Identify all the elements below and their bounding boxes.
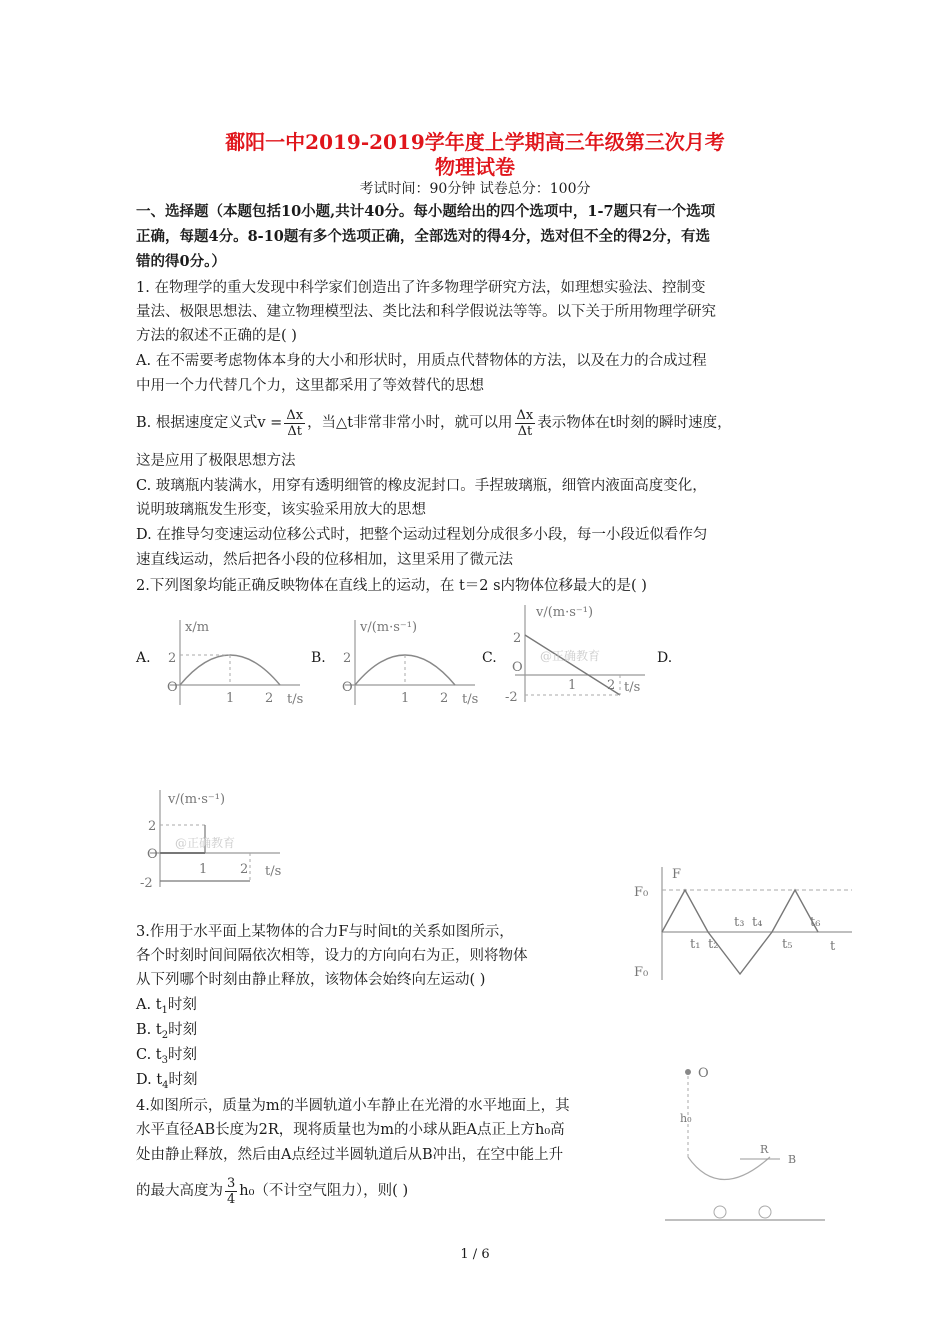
t3-label: t₃: [734, 915, 745, 930]
t1-label: t₁: [690, 937, 701, 952]
option-letter: A. t: [136, 997, 162, 1013]
q4-stem-line3: 处由静止释放，然后由A点经过半圆轨道后从B冲出，在空中能上升: [136, 1147, 564, 1163]
option-subscript: 1: [161, 1004, 168, 1016]
origin-label: O: [167, 680, 178, 695]
origin-label: O: [147, 847, 158, 862]
q3-stem-line2: 各个时刻时间间隔依次相等，设力的方向向右为正，则将物体: [136, 948, 528, 964]
x-axis-label: t/s: [287, 692, 304, 707]
t2-label: t₂: [708, 937, 719, 952]
page-title: 鄱阳一中2019-2019学年度上学期高三年级第三次月考: [225, 130, 725, 154]
o-label: O: [698, 1066, 709, 1081]
y-tick-label: 2: [513, 631, 522, 646]
fraction-numerator: Δx: [286, 407, 304, 423]
neg-f0-label: F₀: [634, 965, 649, 980]
fraction-denominator: 4: [227, 1191, 236, 1207]
option-subscript: 3: [161, 1054, 168, 1066]
q3-stem-line3: 从下列哪个时刻由静止释放，该物体会始终向左运动( ): [136, 972, 486, 988]
q2-option-a-label: A.: [136, 650, 151, 666]
y-tick-label: -2: [140, 876, 153, 890]
x-axis-label: t/s: [462, 692, 479, 707]
q1-option-b-text1: B. 根据速度定义式v =: [136, 415, 283, 431]
option-subscript: 4: [162, 1079, 169, 1091]
q1-option-c-line2: 说明玻璃瓶发生形变，该实验采用放大的思想: [136, 502, 426, 518]
q1-option-a-line1: A. 在不需要考虑物体本身的大小和形状时，用质点代替物体的方法，以及在力的合成过程: [136, 353, 707, 369]
b-label: B: [788, 1153, 797, 1166]
option-suffix: 时刻: [168, 1047, 197, 1063]
ball-icon: [685, 1069, 691, 1075]
q2-graph-d: [135, 785, 285, 890]
x-tick-label: 1: [199, 862, 208, 877]
option-letter: B. t: [136, 1022, 162, 1038]
page-number: 1 / 6: [460, 1247, 490, 1262]
q1-option-d-line1: D. 在推导匀变速运动位移公式时，把整个运动过程划分成很多小段，每一小段近似看作匀: [136, 527, 708, 543]
q3-stem-line1: 3.作用于水平面上某物体的合力F与时间t的关系如图所示，: [136, 924, 514, 940]
fraction-numerator: Δx: [516, 407, 534, 423]
y-axis-label: v/(m·s⁻¹): [168, 792, 226, 807]
q1-stem-line1: 1. 在物理学的重大发现中科学家们创造出了许多物理学研究方法，如理想实验法、控制变: [136, 280, 706, 296]
origin-label: O: [512, 660, 523, 675]
t6-label: t₆: [810, 915, 821, 930]
x-axis-label: t/s: [624, 680, 641, 695]
q4-stem-line2: 水平直径AB长度为2R，现将质量也为m的小球从距A点正上方h₀高: [136, 1122, 565, 1138]
q4-stem-suffix: h₀（不计空气阻力），则( ): [239, 1183, 409, 1199]
x-tick-label: 1: [568, 678, 577, 693]
watermark: @正确教育: [540, 649, 601, 663]
q1-option-c-line1: C. 玻璃瓶内装满水，用穿有透明细管的橡皮泥封口。手捏玻璃瓶，细管内液面高度变化，: [136, 478, 707, 494]
y-axis-label: v/(m·s⁻¹): [360, 620, 418, 635]
y-tick-label: -2: [505, 690, 518, 705]
q1-stem-line3: 方法的叙述不正确的是( ): [136, 328, 297, 344]
x-tick-label: 2: [607, 678, 616, 693]
q1-option-b-line2: 这是应用了极限思想方法: [136, 453, 296, 469]
q1-fraction-1: [284, 408, 305, 439]
q2-stem: 2.下列图象均能正确反映物体在直线上的运动，在 t＝2 s内物体位移最大的是( ): [136, 578, 647, 594]
q2-option-c-label: C.: [482, 650, 497, 666]
section-heading-line1: 一、选择题（本题包括10小题,共计40分。每小题给出的四个选项中，1-7题只有一个选项: [136, 203, 716, 220]
section-heading-line3: 错的得0分。）: [136, 253, 226, 270]
q4-stem-prefix: 的最大高度为: [136, 1183, 223, 1199]
y-tick-label: 2: [148, 819, 157, 834]
x-tick-label: 1: [401, 691, 410, 706]
track: [688, 1157, 770, 1180]
wheel-icon: [759, 1206, 771, 1218]
option-letter: D. t: [136, 1072, 163, 1088]
section-heading-line2: 正确，每题4分。8-10题有多个选项正确，全部选对的得4分，选对但不全的得2分，有选: [136, 228, 711, 245]
option-suffix: 时刻: [168, 1022, 198, 1038]
q1-option-a-line2: 中用一个力代替几个力，这里都采用了等效替代的思想: [136, 378, 484, 394]
wheel-icon: [714, 1206, 726, 1218]
fraction-denominator: Δt: [517, 423, 533, 439]
q1-option-b-text2: ，当△t非常非常小时，就可以用: [307, 415, 513, 431]
option-letter: C. t: [136, 1047, 162, 1063]
q1-fraction-2: [515, 408, 536, 439]
origin-label: O: [342, 680, 353, 695]
y-axis-label: v/(m·s⁻¹): [536, 605, 594, 620]
y-axis-label: x/m: [185, 620, 210, 635]
y-tick-label: 2: [168, 651, 177, 666]
x-tick-label: 2: [440, 691, 449, 706]
q2-graph-a: [155, 615, 305, 710]
q1-stem-line2: 量法、极限思想法、建立物理模型法、类比法和科学假说法等等。以下关于所用物理学研究: [136, 304, 716, 320]
q1-option-b-line1: [136, 398, 732, 448]
q2-option-d-label: D.: [657, 650, 673, 666]
page-subtitle: 物理试卷: [435, 155, 515, 179]
x-axis-label: t/s: [265, 864, 282, 879]
r-label: R: [760, 1143, 769, 1156]
x-tick-label: 2: [265, 691, 274, 706]
y-tick-label: 2: [343, 651, 352, 666]
f-axis-label: F: [672, 867, 682, 882]
option-suffix: 时刻: [167, 997, 197, 1013]
option-suffix: 时刻: [168, 1072, 198, 1088]
q1-option-d-line2: 速直线运动，然后把各小段的位移相加，这里采用了微元法: [136, 552, 513, 568]
x-tick-label: 2: [240, 862, 249, 877]
q1-option-b-text3: 表示物体在t时刻的瞬时速度，: [537, 415, 732, 431]
fraction-numerator: 3: [227, 1175, 236, 1191]
q2-option-b-label: B.: [311, 650, 326, 666]
q4-stem-line1: 4.如图所示，质量为m的半圆轨道小车静止在光滑的水平地面上，其: [136, 1098, 570, 1114]
t-axis-label: t: [830, 939, 836, 954]
fraction-denominator: Δt: [287, 423, 302, 439]
q3-force-graph: [630, 862, 855, 982]
t5-label: t₅: [782, 937, 793, 952]
option-subscript: 2: [161, 1029, 169, 1041]
q4-stem-line4: [136, 1168, 408, 1214]
t4-label: t₄: [752, 915, 763, 930]
q4-figure: [660, 1062, 830, 1232]
q2-graph-c: [500, 600, 650, 705]
q2-graph-b: [330, 615, 480, 710]
q4-fraction: [225, 1176, 237, 1207]
watermark: @正确教育: [175, 836, 236, 850]
f0-label: F₀: [634, 885, 649, 900]
x-tick-label: 1: [226, 691, 235, 706]
exam-info: 考试时间：90分钟 试卷总分：100分: [359, 181, 591, 197]
h0-label: h₀: [680, 1112, 692, 1125]
